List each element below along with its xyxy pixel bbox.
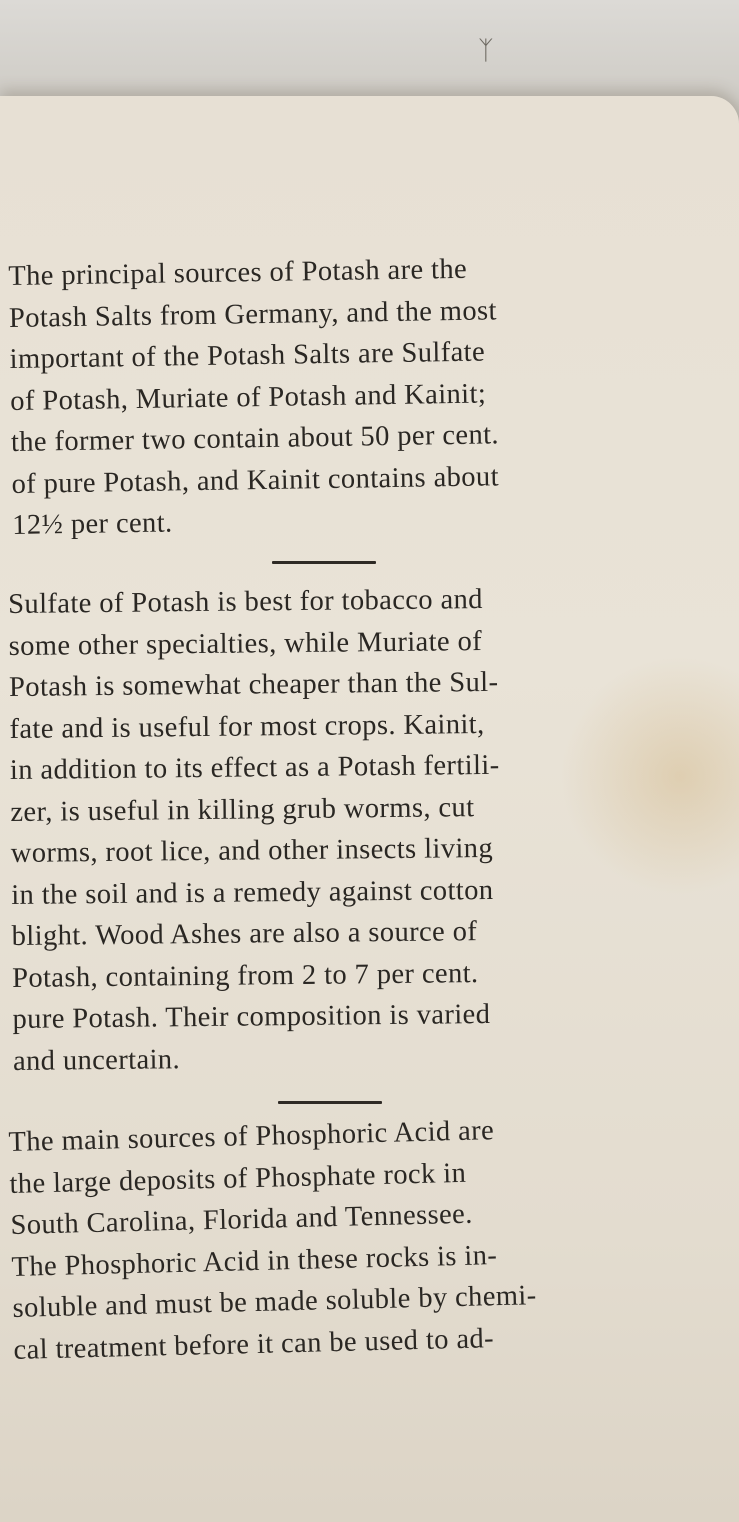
text-line: and uncertain. (12, 1043, 181, 1077)
text-line: fate and is useful for most crops. Kainit, (9, 708, 485, 745)
text-line: pure Potash. Their composition is varied (12, 998, 491, 1035)
text-line: worms, root lice, and other insects living (10, 832, 494, 869)
paragraph-phosphoric-acid (8, 1106, 664, 1371)
paragraph-sulfate-kainit (8, 577, 663, 1082)
section-divider (278, 1101, 382, 1104)
text-line: in the soil and is a remedy against cotton (11, 874, 494, 911)
text-line: the large deposits of Phosphate rock in (9, 1157, 467, 1200)
text-line: of Potash, Muriate of Potash and Kainit; (10, 378, 487, 417)
text-line: zer, is useful in killing grub worms, cut (10, 791, 475, 828)
text-line: Potash Salts from Germany, and the most (8, 294, 498, 334)
text-line: of pure Potash, and Kainit contains about (11, 460, 500, 500)
text-line: some other specialties, while Muriate of (8, 625, 483, 662)
text-line: The main sources of Phosphoric Acid are (8, 1115, 495, 1158)
text-line: The Phosphoric Acid in these rocks is in- (11, 1239, 498, 1283)
text-line: Potash, containing from 2 to 7 per cent. (11, 957, 479, 994)
text-line: cal treatment before it can be used to ad- (13, 1322, 495, 1366)
text-line: Sulfate of Potash is best for tobacco and (8, 584, 484, 620)
text-line: in addition to its effect as a Potash fertili- (9, 749, 500, 786)
text-line: important of the Potash Salts are Sulfate (9, 336, 486, 375)
text-line: The principal sources of Potash are the (8, 253, 468, 292)
section-divider (272, 561, 376, 564)
text-line: Potash is somewhat cheaper than the Sul- (8, 666, 499, 703)
text-line: the former two contain about 50 per cent. (10, 419, 500, 458)
text-line: blight. Wood Ashes are also a source of (11, 916, 478, 952)
paragraph-potash-sources (8, 246, 662, 547)
text-line: South Carolina, Florida and Tennessee. (10, 1198, 474, 1241)
pencil-mark-icon: ᛉ (478, 36, 494, 66)
text-line: 12½ per cent. (11, 507, 173, 541)
text-line: soluble and must be made soluble by chemi- (12, 1280, 537, 1324)
